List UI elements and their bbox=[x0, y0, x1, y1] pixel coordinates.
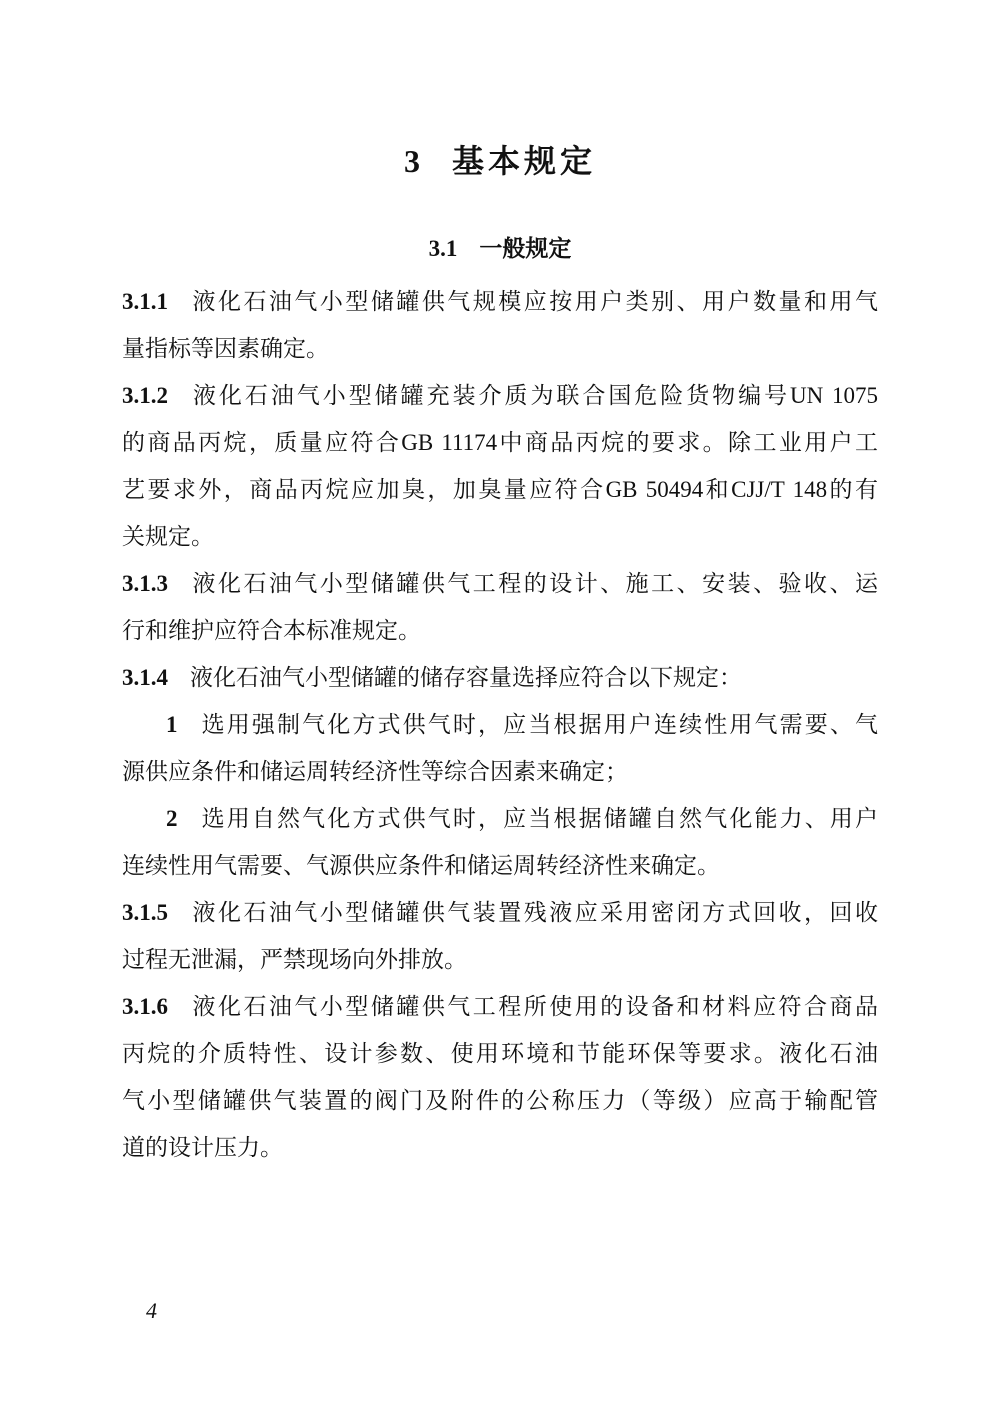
clause-line bbox=[122, 1036, 878, 1083]
clause-text: 选用强制气化方式供气时，应当根据用户连续性用气需要、气 bbox=[199, 712, 878, 737]
clause-line bbox=[122, 566, 878, 613]
clause-text: 行和维护应符合本标准规定。 bbox=[122, 618, 421, 643]
chapter-number: 3 bbox=[403, 143, 424, 179]
clause-text: 艺要求外，商品丙烷应加臭，加臭量应符合GB 50494和CJJ/T 148的有 bbox=[122, 477, 878, 502]
clause-line bbox=[122, 425, 878, 472]
clause-line bbox=[122, 613, 878, 660]
clause-text: 的商品丙烷，质量应符合GB 11174中商品丙烷的要求。除工业用户工 bbox=[122, 430, 878, 455]
chapter-title: 基本规定 bbox=[451, 143, 596, 179]
clause-number: 3.1.4 bbox=[122, 665, 168, 690]
clause-text: 关规定。 bbox=[122, 524, 214, 549]
clause-line bbox=[122, 1130, 878, 1177]
clause bbox=[122, 566, 878, 660]
clause bbox=[122, 801, 878, 895]
page-number: 4 bbox=[146, 1298, 157, 1323]
clause-line bbox=[122, 848, 878, 895]
clause-line bbox=[122, 519, 878, 566]
clause-line bbox=[122, 801, 878, 848]
section-title: 一般规定 bbox=[479, 236, 572, 261]
clause-line bbox=[122, 895, 878, 942]
document-body bbox=[122, 284, 878, 1177]
clause-number: 3.1.2 bbox=[122, 383, 168, 408]
clause-text: 丙烷的介质特性、设计参数、使用环境和节能环保等要求。液化石油 bbox=[122, 1041, 878, 1066]
clause-text: 连续性用气需要、气源供应条件和储运周转经济性来确定。 bbox=[122, 853, 720, 878]
clause bbox=[122, 284, 878, 378]
clause-text: 选用自然气化方式供气时，应当根据储罐自然气化能力、用户 bbox=[199, 806, 878, 831]
clause-text: 过程无泄漏，严禁现场向外排放。 bbox=[122, 947, 467, 972]
clause-line bbox=[122, 989, 878, 1036]
clause-text: 源供应条件和储运周转经济性等综合因素来确定； bbox=[122, 759, 628, 784]
clause-text: 液化石油气小型储罐供气工程的设计、施工、安装、验收、运 bbox=[190, 571, 878, 596]
clause-line bbox=[122, 707, 878, 754]
clause-line bbox=[122, 331, 878, 378]
clause-line bbox=[122, 284, 878, 331]
section-number: 3.1 bbox=[428, 236, 458, 261]
clause-number: 3.1.5 bbox=[122, 900, 168, 925]
chapter-heading bbox=[0, 136, 1000, 182]
clause-text: 气小型储罐供气装置的阀门及附件的公称压力（等级）应高于输配管 bbox=[122, 1088, 878, 1113]
clause-number: 1 bbox=[166, 712, 178, 737]
clause-number: 3.1.3 bbox=[122, 571, 168, 596]
clause-text: 道的设计压力。 bbox=[122, 1135, 283, 1160]
clause-text: 液化石油气小型储罐的储存容量选择应符合以下规定： bbox=[190, 665, 742, 690]
clause bbox=[122, 707, 878, 801]
clause-line bbox=[122, 942, 878, 989]
clause-text: 液化石油气小型储罐供气规模应按用户类别、用户数量和用气 bbox=[190, 289, 878, 314]
clause-text: 液化石油气小型储罐供气工程所使用的设备和材料应符合商品 bbox=[190, 994, 878, 1019]
clause-number: 2 bbox=[166, 806, 178, 831]
clause bbox=[122, 895, 878, 989]
clause-line bbox=[122, 378, 878, 425]
clause-line bbox=[122, 1083, 878, 1130]
clause-line bbox=[122, 472, 878, 519]
clause-line bbox=[122, 754, 878, 801]
clause-text: 液化石油气小型储罐充装介质为联合国危险货物编号UN 1075 bbox=[190, 383, 878, 408]
clause-text: 液化石油气小型储罐供气装置残液应采用密闭方式回收，回收 bbox=[190, 900, 878, 925]
clause bbox=[122, 989, 878, 1177]
clause-line bbox=[122, 660, 878, 707]
clause-number: 3.1.6 bbox=[122, 994, 168, 1019]
clause bbox=[122, 378, 878, 566]
section-heading bbox=[0, 230, 1000, 263]
clause bbox=[122, 660, 878, 707]
clause-text: 量指标等因素确定。 bbox=[122, 336, 329, 361]
clause-number: 3.1.1 bbox=[122, 289, 168, 314]
